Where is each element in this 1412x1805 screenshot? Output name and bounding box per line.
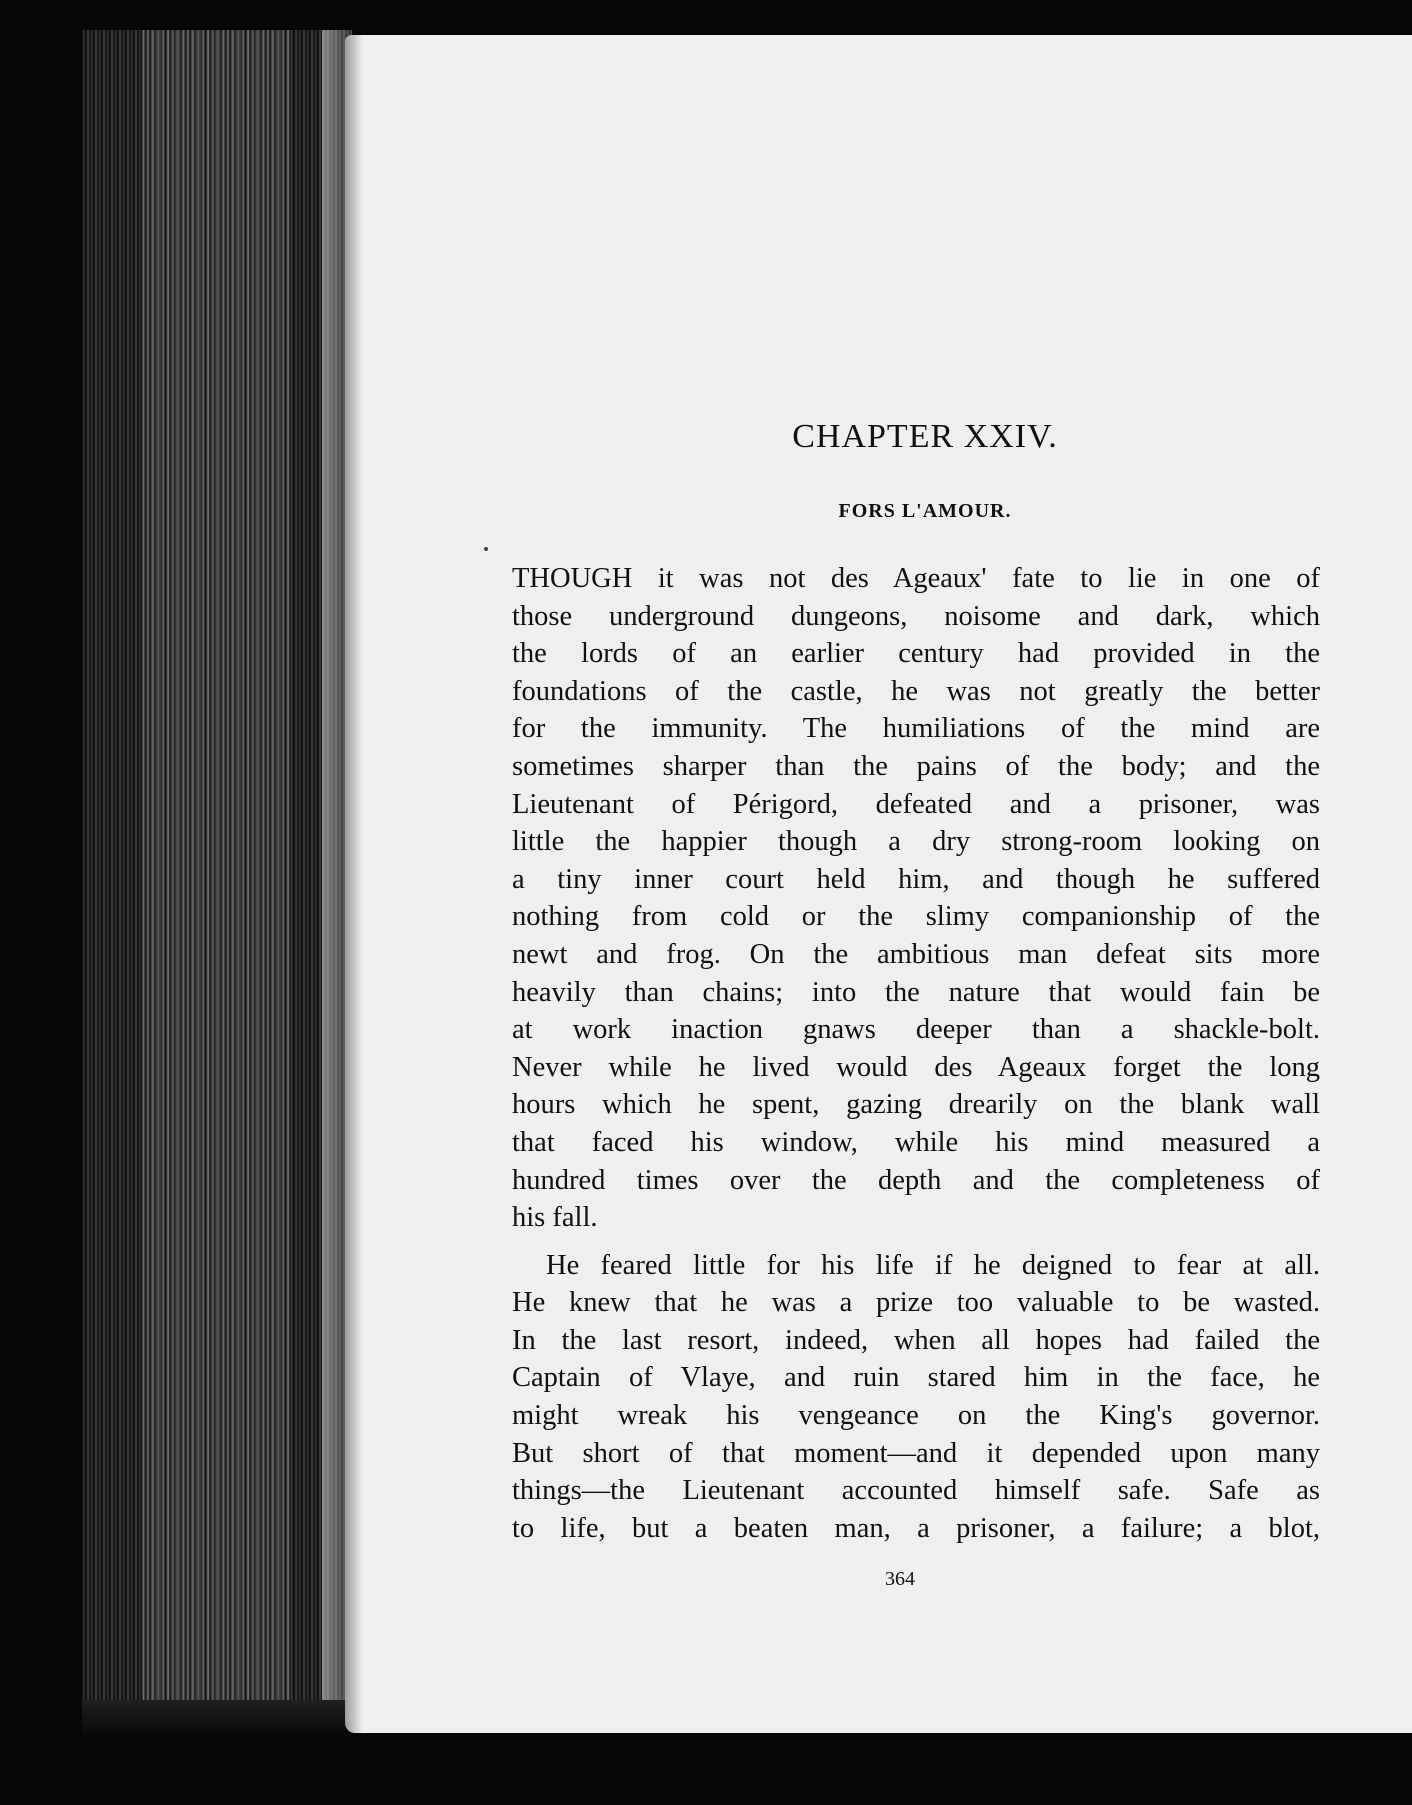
- text-line: nothing from cold or the slimy companionship of the: [512, 901, 1320, 933]
- page-number: 364: [885, 1568, 915, 1590]
- text-line: He knew that he was a prize too valuable to be wasted.: [512, 1287, 1320, 1319]
- paragraph-1: [512, 560, 1320, 1237]
- chapter-title: CHAPTER XXIV.: [792, 418, 1058, 455]
- text-line: Captain of Vlaye, and ruin stared him in the face, he: [512, 1362, 1320, 1394]
- text-line: THOUGH it was not des Ageaux' fate to lie in one of: [512, 563, 1320, 594]
- margin-speck: [484, 547, 488, 551]
- text-line: sometimes sharper than the pains of the body; and the: [512, 750, 1320, 782]
- text-line: newt and frog. On the ambitious man defeat sits more: [512, 938, 1320, 970]
- text-line: that faced his window, while his mind measured a: [512, 1126, 1320, 1158]
- text-line: He feared little for his life if he deigned to fear at all.: [546, 1249, 1320, 1281]
- text-line: to life, but a beaten man, a prisoner, a failure; a blot,: [512, 1512, 1320, 1544]
- text-line: the lords of an earlier century had provided in the: [512, 638, 1320, 670]
- text-line: might wreak his vengeance on the King's governor.: [512, 1400, 1320, 1432]
- text-line: Lieutenant of Périgord, defeated and a prisoner, was: [512, 788, 1320, 820]
- book-page-edges: [82, 30, 352, 1730]
- body-text: [512, 560, 1320, 1547]
- text-line: at work inaction gnaws deeper than a shackle-bolt.: [512, 1014, 1320, 1046]
- text-line: In the last resort, indeed, when all hopes had failed the: [512, 1324, 1320, 1356]
- text-line: things—the Lieutenant accounted himself safe. Safe as: [512, 1475, 1320, 1507]
- text-line: for the immunity. The humiliations of the mind are: [512, 713, 1320, 745]
- text-line: those underground dungeons, noisome and dark, which: [512, 600, 1320, 632]
- text-line: foundations of the castle, he was not greatly the better: [512, 675, 1320, 707]
- text-line: little the happier though a dry strong-room looking on: [512, 826, 1320, 858]
- text-line: But short of that moment—and it depended upon many: [512, 1437, 1320, 1469]
- text-line: Never while he lived would des Ageaux forget the long: [512, 1051, 1320, 1083]
- text-line: his fall.: [512, 1202, 598, 1234]
- text-line: hundred times over the depth and the completeness of: [512, 1164, 1320, 1196]
- gutter-shadow: [345, 35, 363, 1733]
- chapter-subtitle: FORS L'AMOUR.: [838, 500, 1012, 522]
- text-line: a tiny inner court held him, and though he suffered: [512, 863, 1320, 895]
- paragraph-2: [512, 1247, 1320, 1548]
- text-line: hours which he spent, gazing drearily on the blank wall: [512, 1089, 1320, 1121]
- text-line: heavily than chains; into the nature that would fain be: [512, 976, 1320, 1008]
